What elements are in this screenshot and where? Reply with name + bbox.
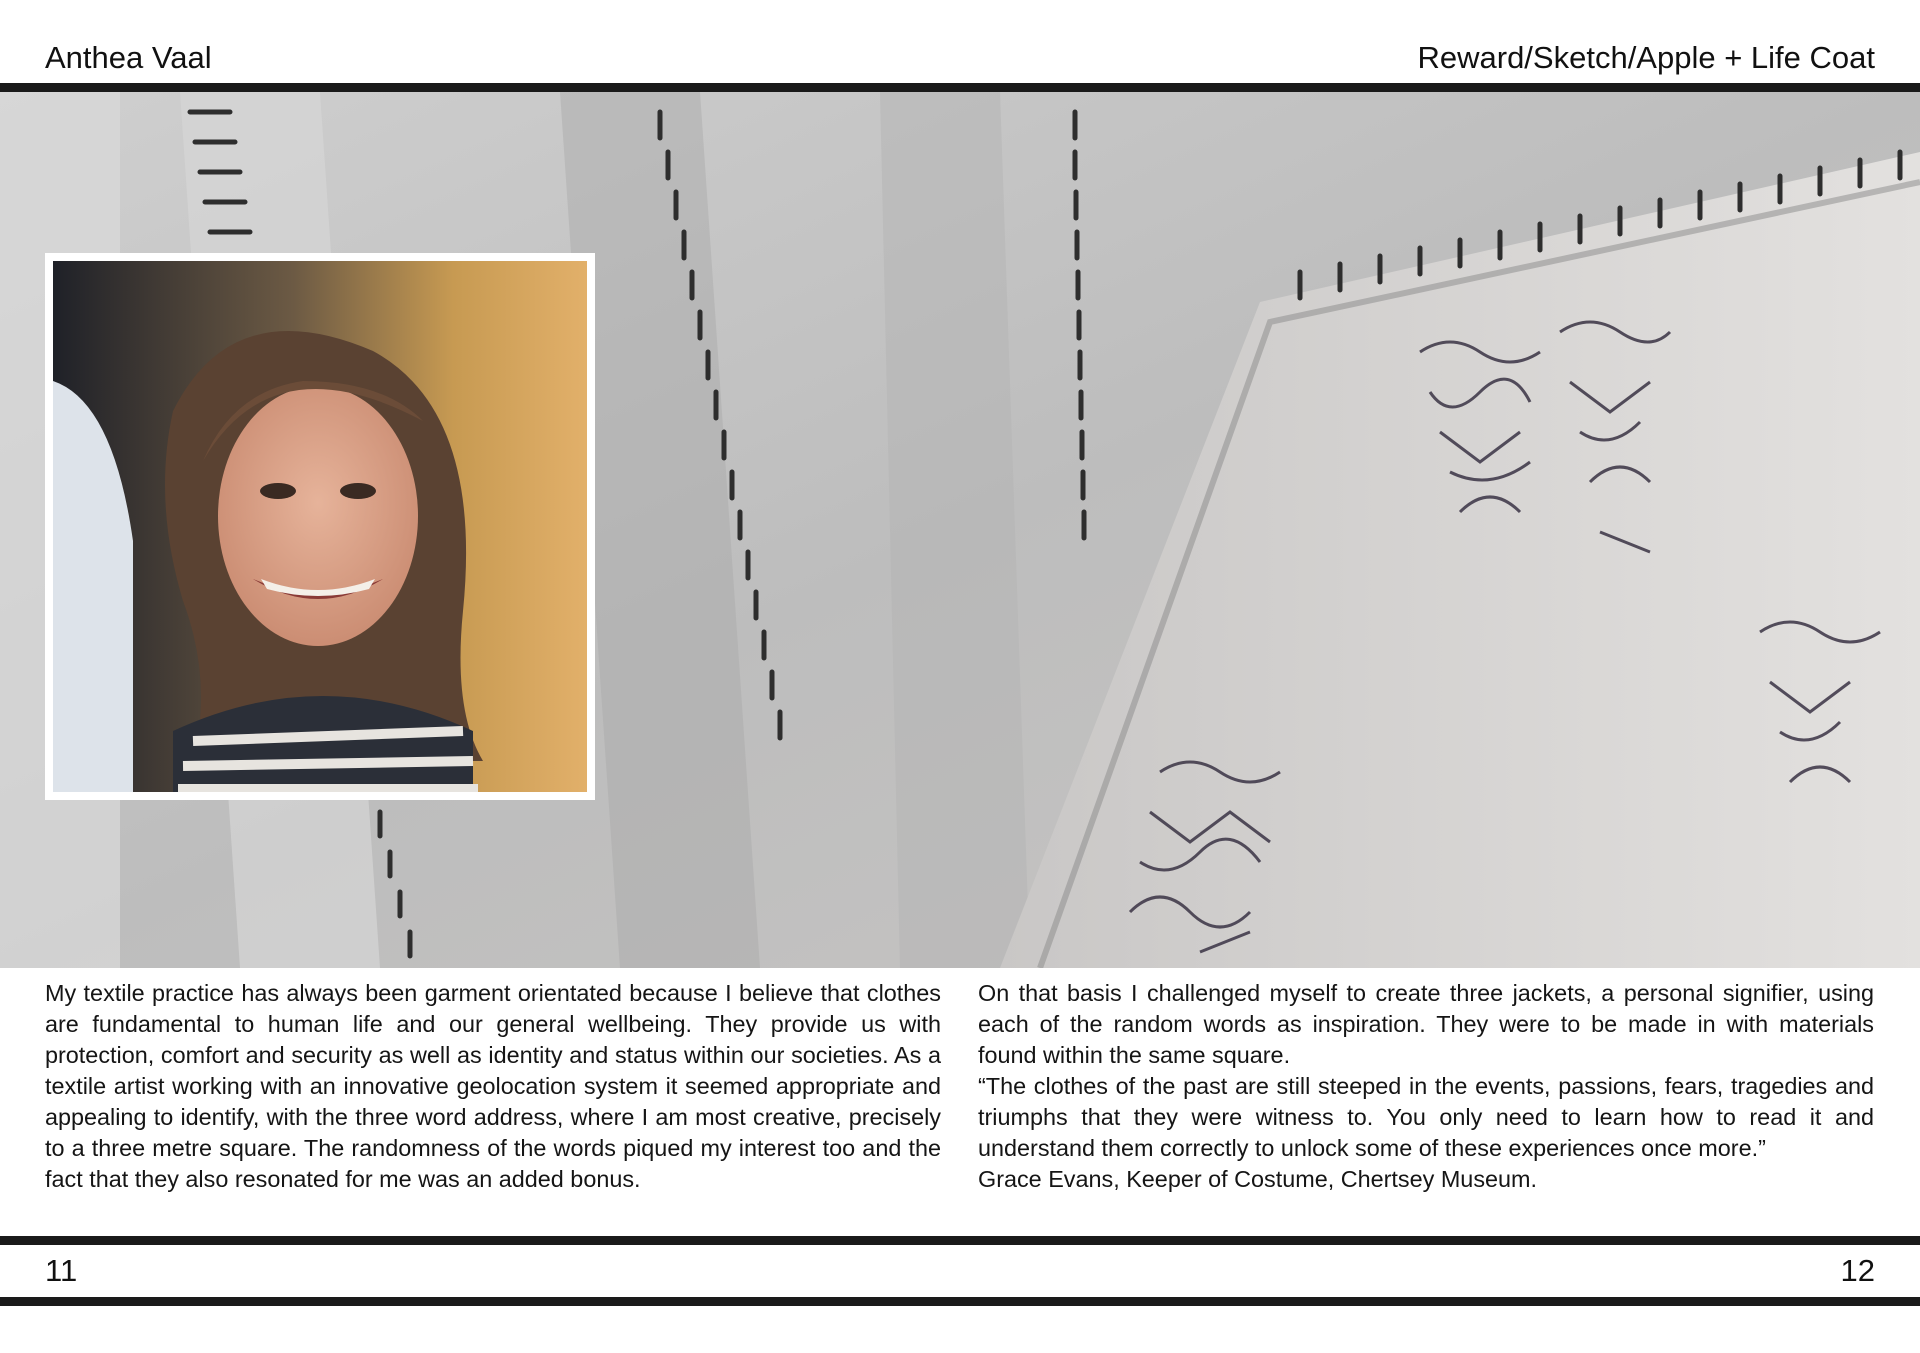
quote-paragraph: “The clothes of the past are still steeped in the events, passions, fears, tragedies and triumphs that they were witness to. You only need to learn how to read it and understand them correctly to unlock some of these experiences once more.” [978,1073,1874,1161]
page-number-left: 11 [45,1253,78,1288]
artist-statement-paragraph: My textile practice has always been garment orientated because I believe that clothes are fundamental to human life and our general wellbeing. They provide us with protection, comfort and security as well as identity and status within our societies. As a textile artist working with an innovative geolocation system it seemed appropriate and appealing to identify, with the three word address, where I am most creative, precisely to a three metre square. The randomness of the words piqued my interest too and the fact that they also resonated for me was an added bonus. [45,980,941,1192]
author-name: Anthea Vaal [45,40,212,75]
body-column-right [978,978,1874,1195]
footer-top-rule [0,1236,1920,1245]
project-title: Reward/Sketch/Apple + Life Coat [1417,40,1875,75]
footer-bottom-rule [0,1297,1920,1306]
portrait-photo [45,253,595,800]
top-rule [0,83,1920,92]
quote-attribution: Grace Evans, Keeper of Costume, Chertsey Museum. [978,1166,1538,1192]
body-column-left [45,978,941,1195]
challenge-paragraph: On that basis I challenged myself to create three jackets, a personal signifier, using each of the random words as inspiration. They were to be made in with materials found within the same square. [978,980,1874,1068]
page-number-right: 12 [1840,1253,1875,1288]
